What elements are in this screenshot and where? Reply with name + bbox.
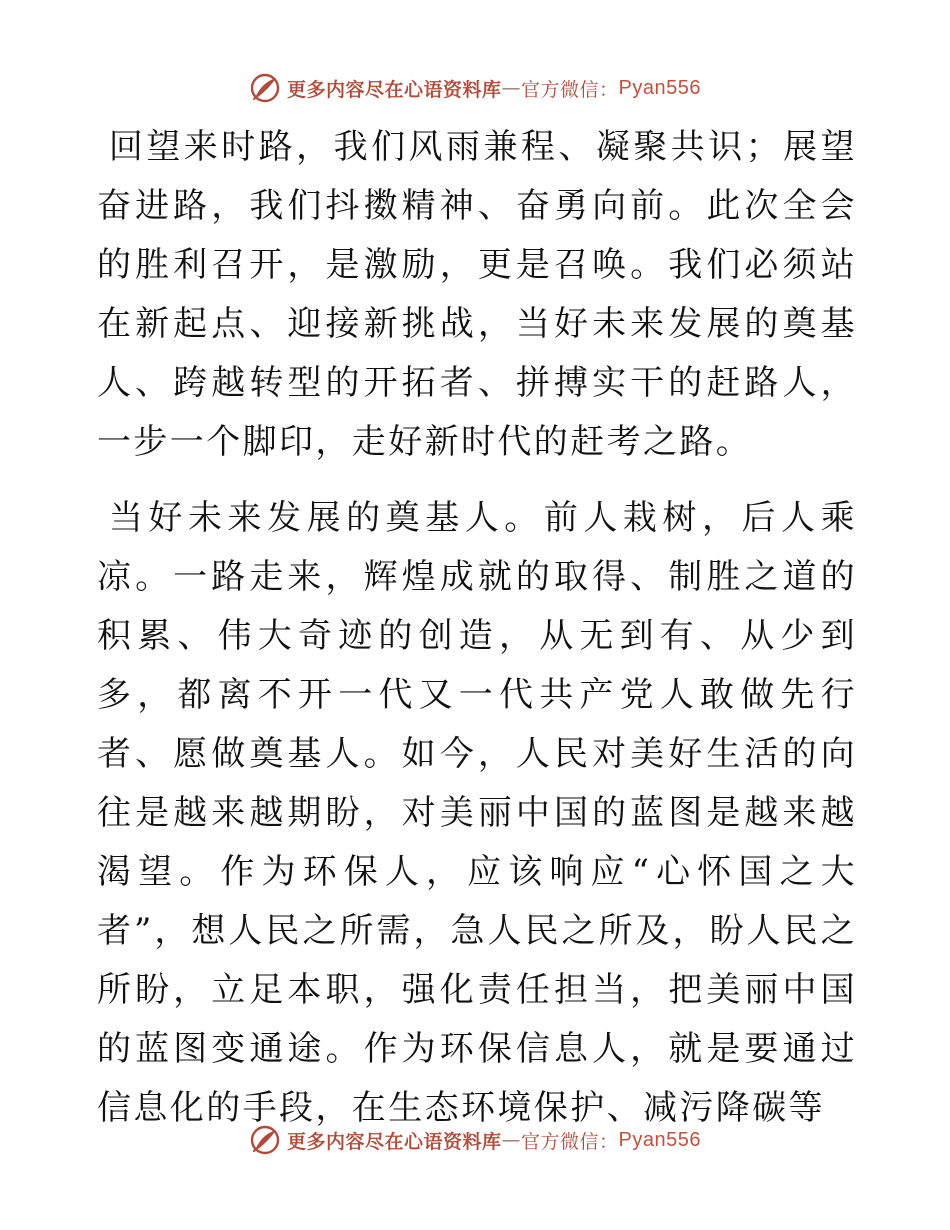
- header-banner-text: [287, 75, 701, 102]
- footer-banner-separator: —: [501, 1129, 522, 1151]
- document-body: [97, 118, 857, 1138]
- header-banner-wechat-label: 官方微信：: [521, 78, 619, 101]
- header-banner-separator: —: [501, 77, 522, 99]
- feather-pen-logo-icon: [249, 72, 281, 104]
- feather-pen-logo-icon: [249, 1124, 281, 1156]
- footer-banner-wechat-id: Pyan556: [618, 1128, 701, 1151]
- header-banner-wechat-id: Pyan556: [618, 76, 701, 99]
- footer-banner: [0, 1124, 950, 1156]
- footer-banner-wechat-label: 官方微信：: [521, 1130, 619, 1153]
- paragraph-2: 当好未来发展的奠基人。前人栽树，后人乘凉。一路走来，辉煌成就的取得、制胜之道的积累、伟大奇迹的创造，从无到有、从少到多，都离不开一代又一代共产党人敢做先行者、愿做奠基人。如今，人民对美好生活的向往是越来越期盼，对美丽中国的蓝图是越来越渴望。作为环保人，应该响应“心怀国之大者”，想人民之所需，急人民之所及，盼人民之所盼，立足本职，强化责任担当，把美丽中国的蓝图变通途。作为环保信息人，就是要通过信息化的手段，在生态环境保护、减污降碳等: [97, 498, 857, 1128]
- footer-banner-text: [287, 1127, 701, 1154]
- paragraph-1: 回望来时路，我们风雨兼程、凝聚共识；展望奋进路，我们抖擞精神、奋勇向前。此次全会的胜利召开，是激励，更是召唤。我们必须站在新起点、迎接新挑战，当好未来发展的奠基人、跨越转型的开拓者、拼搏实干的赶路人，一步一个脚印，走好新时代的赶考之路。: [97, 127, 857, 462]
- header-banner: [0, 72, 950, 104]
- header-banner-main: 更多内容尽在心语资料库: [287, 78, 502, 101]
- footer-banner-main: 更多内容尽在心语资料库: [287, 1130, 502, 1153]
